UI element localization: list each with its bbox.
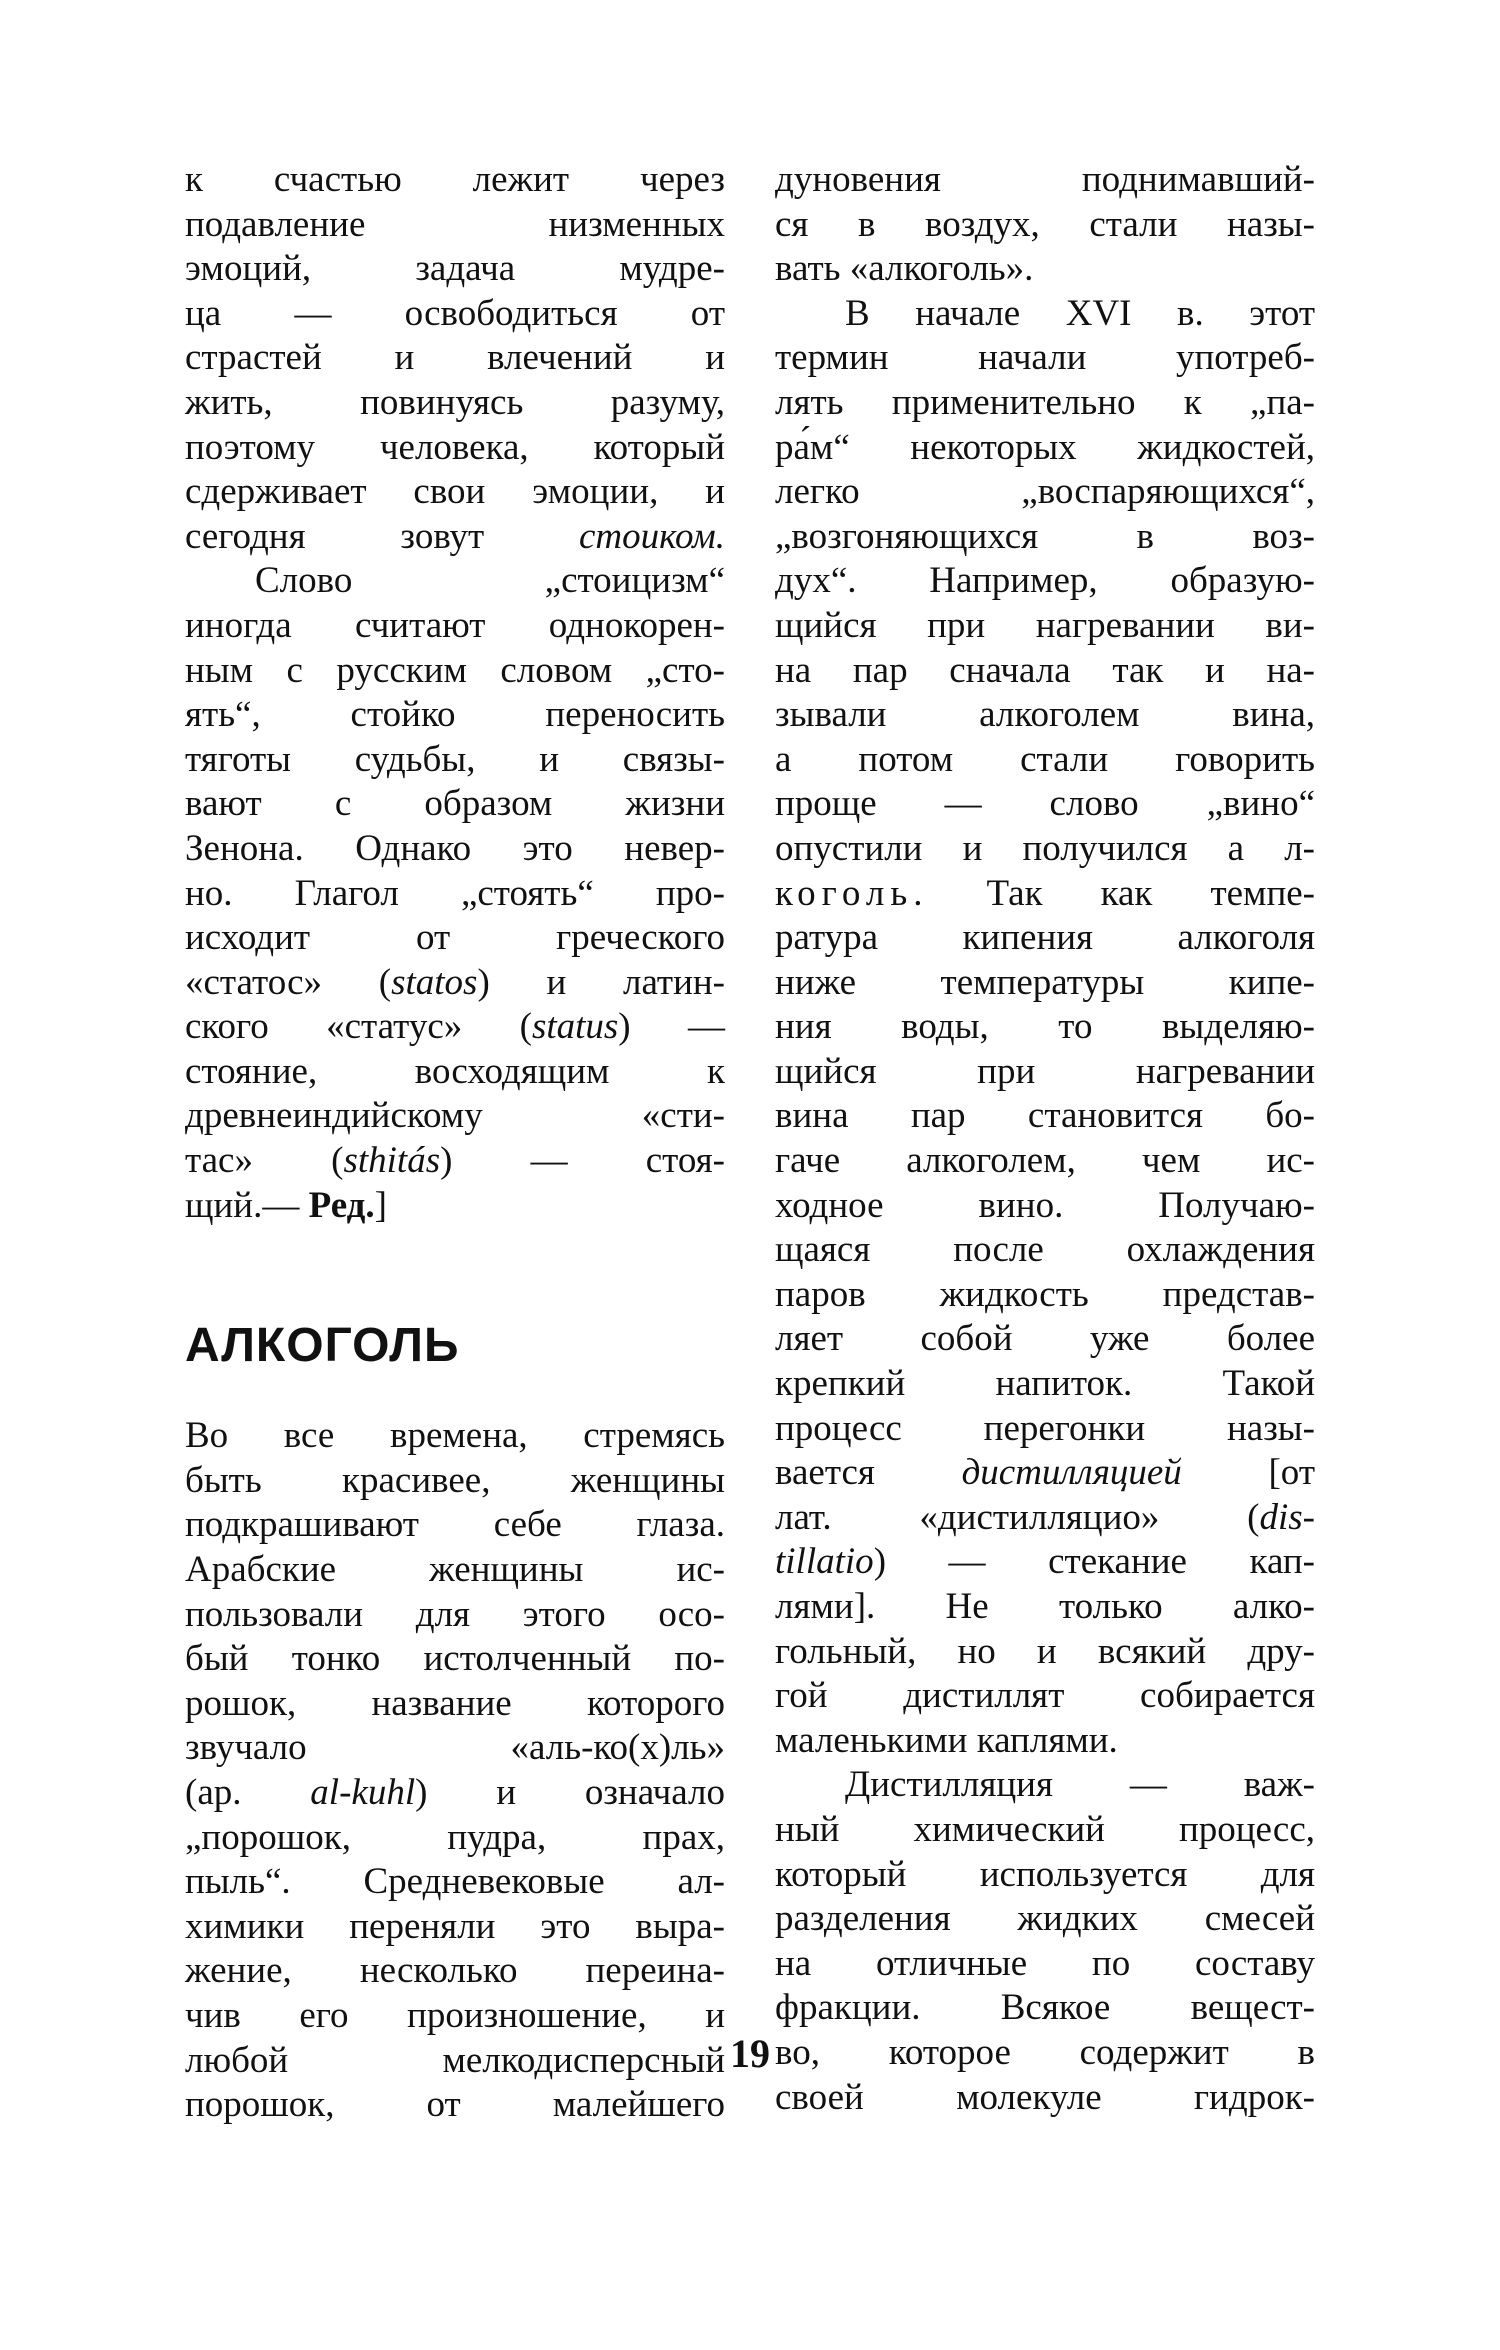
text-line: „возгоняющихся в воз-	[775, 515, 1315, 557]
text-line: рошок, название которого	[185, 1682, 725, 1724]
text-line: вают с образом жизни	[185, 783, 725, 825]
text-line: разделения жидких смесей	[775, 1898, 1315, 1940]
text-line: исходит от греческого	[185, 917, 725, 959]
italic-term: sthitás	[343, 1140, 441, 1182]
text-run: [от	[1181, 1452, 1315, 1494]
text-line: но. Глагол „стоять“ про-	[185, 872, 725, 914]
text-line: иногда считают однокорен-	[185, 604, 725, 646]
text-run: ) и означало	[415, 1772, 725, 1813]
text-line: химики переняли это выра-	[185, 1905, 725, 1947]
text-line: щийся при нагревании ви-	[775, 604, 1315, 646]
text-line: ниже температуры кипе-	[775, 961, 1315, 1003]
editor-mark: Ред.	[308, 1184, 375, 1226]
text-line: на пар сначала так и на-	[775, 649, 1315, 691]
text-run: «статос» (	[185, 961, 392, 1003]
text-line: на отличные по составу	[775, 1942, 1315, 1984]
text-line: страстей и влечений и	[185, 337, 725, 379]
text-run: ского «статус» (	[185, 1006, 532, 1048]
text-line: жить, повинуясь разуму,	[185, 381, 725, 423]
text-line: поэтому человека, который	[185, 426, 725, 468]
text-line: Зенона. Однако это невер-	[185, 827, 725, 869]
text-line: древнеиндийскому «сти-	[185, 1095, 725, 1137]
text-run: лат. «дистилляцио» (	[775, 1496, 1260, 1538]
text-line	[185, 1005, 725, 1050]
text-line: ния воды, то выделяю-	[775, 1006, 1315, 1048]
text-line: Слово „стоицизм“	[255, 560, 725, 602]
text-run: Так как темпе-	[928, 872, 1315, 914]
text-line: ляет собой уже более	[775, 1318, 1315, 1360]
text-line: Арабские женщины ис-	[185, 1549, 725, 1591]
text-line: быть красивее, женщины	[185, 1459, 725, 1501]
text-line: а потом стали говорить	[775, 738, 1315, 780]
text-line	[185, 1139, 725, 1184]
text-run: щий.—	[185, 1184, 309, 1226]
text-run: ) —	[618, 1006, 725, 1048]
text-line	[775, 1451, 1315, 1496]
text-line: к счастью лежит через	[185, 159, 725, 200]
text-line: звучало «аль-ко(х)ль»	[185, 1727, 725, 1769]
text-line: любой мелкодисперсный	[185, 2039, 725, 2081]
section-heading: АЛКОГОЛЬ	[185, 1319, 460, 1373]
italic-term: status	[531, 1006, 619, 1048]
text-line	[775, 872, 1315, 917]
paragraph-alcohol-continued	[775, 158, 1315, 292]
text-line: вина пар становится бо-	[775, 1095, 1315, 1137]
italic-term: дистилляцией	[961, 1452, 1182, 1494]
text-line: В начале XVI в. этот	[845, 292, 1315, 334]
italic-term: statos	[391, 961, 478, 1003]
text-run: ]	[374, 1184, 387, 1226]
text-line: эмоций, задача мудре-	[185, 248, 725, 290]
text-line: подавление низменных	[185, 203, 725, 245]
italic-term: al-kuhl	[310, 1772, 416, 1813]
text-line: бый тонко истолченный по-	[185, 1638, 725, 1680]
text-line	[185, 1771, 725, 1816]
text-line: своей молекуле гидрок-	[775, 2076, 1315, 2118]
text-line: дуновения поднимавший-	[775, 159, 1315, 200]
text-line: дух“. Например, образую-	[775, 560, 1315, 602]
text-line	[775, 1496, 1315, 1541]
text-line: лями]. Не только алко-	[775, 1586, 1315, 1627]
text-line: Во все времена, стремясь	[185, 1415, 725, 1457]
text-line: паров жидкость представ-	[775, 1273, 1315, 1315]
text-run: вается	[775, 1452, 962, 1494]
text-line	[185, 961, 725, 1006]
text-line: ся в воздух, стали назы-	[775, 203, 1315, 245]
text-line: чив его произношение, и	[185, 1994, 725, 2036]
text-line: лять применительно к „па-	[775, 381, 1315, 423]
text-run: (ар.	[185, 1772, 311, 1813]
paragraph-stoic-end	[185, 158, 725, 559]
text-line: крепкий напиток. Такой	[775, 1363, 1315, 1405]
text-line: гой дистиллят собирается	[775, 1675, 1315, 1717]
text-line: ный химический процесс,	[775, 1808, 1315, 1850]
paragraph-alcohol-intro	[185, 1414, 725, 2128]
text-line: ра́м“ некоторых жидкостей,	[775, 426, 1315, 468]
text-run: ) — стоя-	[440, 1140, 726, 1182]
text-line: ным с русским словом „сто-	[185, 649, 725, 691]
italic-term: tillatio	[775, 1541, 874, 1583]
text-run: ) — стекание кап-	[873, 1541, 1315, 1583]
text-line: маленькими каплями.	[775, 1719, 1118, 1761]
text-line: вать «алкоголь».	[775, 248, 1034, 290]
text-line: фракции. Всякое вещест-	[775, 1987, 1315, 2029]
text-line: ратура кипения алкоголя	[775, 917, 1315, 959]
text-line: щийся при нагревании	[775, 1050, 1315, 1092]
text-line: легко „воспаряющихся“,	[775, 471, 1315, 513]
text-line: пользовали для этого осо-	[185, 1593, 725, 1635]
text-line: щаяся после охлаждения	[775, 1229, 1315, 1271]
left-column	[185, 158, 725, 2128]
text-line: гольный, но и всякий дру-	[775, 1630, 1315, 1672]
text-line: ходное вино. Получаю-	[775, 1184, 1315, 1226]
text-line: ца — освободиться от	[185, 292, 725, 334]
text-line: порошок, от малейшего	[185, 2084, 725, 2126]
italic-term: dis-	[1259, 1496, 1315, 1538]
page-number: 19	[730, 2031, 770, 2076]
text-line: который используется для	[775, 1853, 1315, 1895]
text-line: процесс перегонки назы-	[775, 1407, 1315, 1449]
text-line: „порошок, пудра, прах,	[185, 1816, 725, 1858]
text-line: подкрашивают себе глаза.	[185, 1504, 725, 1546]
text-line: стояние, восходящим к	[185, 1050, 725, 1092]
text-line: во, которое содержит в	[775, 2031, 1315, 2073]
text-line	[185, 1184, 725, 1229]
right-column	[775, 158, 1315, 2120]
paragraph-16th-century	[775, 292, 1315, 1764]
text-line: пыль“. Средневековые ал-	[185, 1861, 725, 1903]
spaced-term: коголь.	[775, 872, 929, 914]
text-line: проще — слово „вино“	[775, 783, 1315, 825]
text-line: гаче алкоголем, чем ис-	[775, 1140, 1315, 1182]
text-line: термин начали употреб-	[775, 337, 1315, 379]
text-line: тяготы судьбы, и связы-	[185, 738, 725, 780]
text-line: ять“, стойко переносить	[185, 694, 725, 736]
text-line	[185, 515, 725, 560]
text-line: Дистилляция — важ-	[845, 1764, 1315, 1806]
paragraph-stoicism-note	[185, 559, 725, 1228]
text-run: тас» (	[185, 1140, 344, 1182]
spacer	[185, 1228, 725, 1316]
text-line: жение, несколько переина-	[185, 1950, 725, 1992]
text-line: зывали алкоголем вина,	[775, 694, 1315, 736]
text-line: опустили и получился а л-	[775, 827, 1315, 869]
text-line	[775, 1540, 1315, 1585]
italic-term: стоиком.	[579, 515, 725, 557]
text-run: ) и латин-	[477, 961, 725, 1003]
text-line: сдерживает свои эмоции, и	[185, 471, 725, 513]
spacer	[185, 1376, 725, 1414]
text-run: сегодня зовут	[185, 515, 579, 557]
